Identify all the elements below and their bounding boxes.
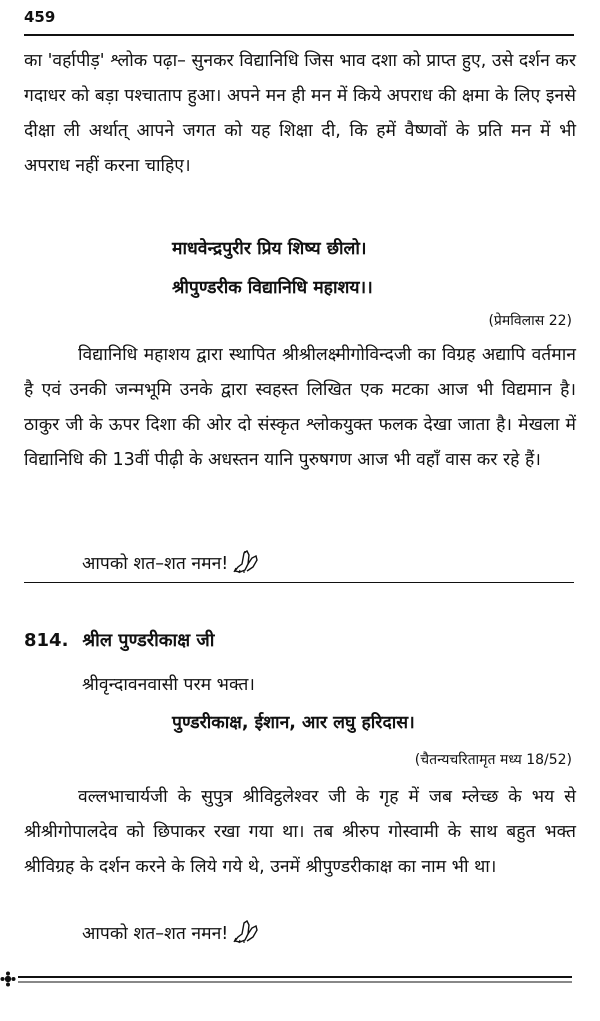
verse1-line1: माधवेन्द्रपुरीर प्रिय शिष्य छीलो। — [172, 239, 367, 259]
page-number: 459 — [24, 8, 56, 26]
verse1-line2: श्रीपुण्डरीक विद्यानिधि महाशय।। — [172, 278, 373, 298]
section-number: 814. — [24, 630, 69, 651]
section-subtitle: श्रीवृन्दावनवासी परम भक्त। — [82, 675, 255, 695]
section-heading — [24, 628, 214, 652]
folded-hands-icon — [232, 920, 262, 944]
paragraph-2: विद्यानिधि महाशय द्वारा स्थापित श्रीश्रीलक्ष्मीगोविन्दजी का विग्रह अद्यापि वर्तमान है एवं उनकी जन्मभूमि उनके द्वारा स्वहस्त लिखित एक मटका आज भी विद्यमान है। ठाकुर जी के ऊपर दिशा की ओर दो संस्कृत श्लोकयुक्त फलक देखा जाता है। मेखला में विद्यानिधि की 13वीं पीढ़ी के अधस्तन यानि पुरुषगण आज भी वहाँ वास कर रहे हैं। — [24, 345, 576, 470]
header-rule — [24, 34, 574, 36]
section-paragraph: वल्लभाचार्यजी के सुपुत्र श्रीविट्ठलेश्वर जी के गृह में जब म्लेच्छ के भय से श्रीश्रीगोपालदेव को छिपाकर रखा गया था। तब श्रीरुप गोस्वामी के साथ बहुत भक्त श्रीविग्रह के दर्शन करने के लिये गये थे, उनमें श्रीपुण्डरीकाक्ष का नाम भी था। — [24, 787, 576, 877]
section-rule — [24, 582, 574, 583]
salutation-text: आपको शत–शत नमन! — [82, 554, 229, 574]
intro-paragraph: का 'वर्हापीड़' श्लोक पढ़ा– सुनकर विद्यानिधि जिस भाव दशा को प्राप्त हुए, उसे दर्शन कर गदाधर को बड़ा पश्चाताप हुआ। अपने मन ही मन में किये अपराध की क्षमा के लिए इनसे दीक्षा ली अर्थात् आपने जगत को यह शिक्षा दी, कि हमें वैष्णवों के प्रति मन में भी अपराध नहीं करना चाहिए। — [24, 51, 576, 176]
section-citation: (चैतन्यचरितामृत मध्य 18/52) — [414, 752, 572, 768]
salutation-2 — [82, 920, 262, 945]
folded-hands-icon — [232, 550, 262, 574]
section-title: श्रील पुण्डरीकाक्ष जी — [82, 630, 215, 651]
flower-ornament-icon — [1, 972, 16, 987]
section-verse: पुण्डरीकाक्ष, ईशान, आर लघु हरिदास। — [172, 713, 415, 733]
verse1-citation: (प्रेमविलास 22) — [488, 313, 572, 329]
salutation-1 — [82, 550, 262, 575]
footer-ornament — [0, 971, 600, 987]
salutation-text-2: आपको शत–शत नमन! — [82, 924, 229, 944]
